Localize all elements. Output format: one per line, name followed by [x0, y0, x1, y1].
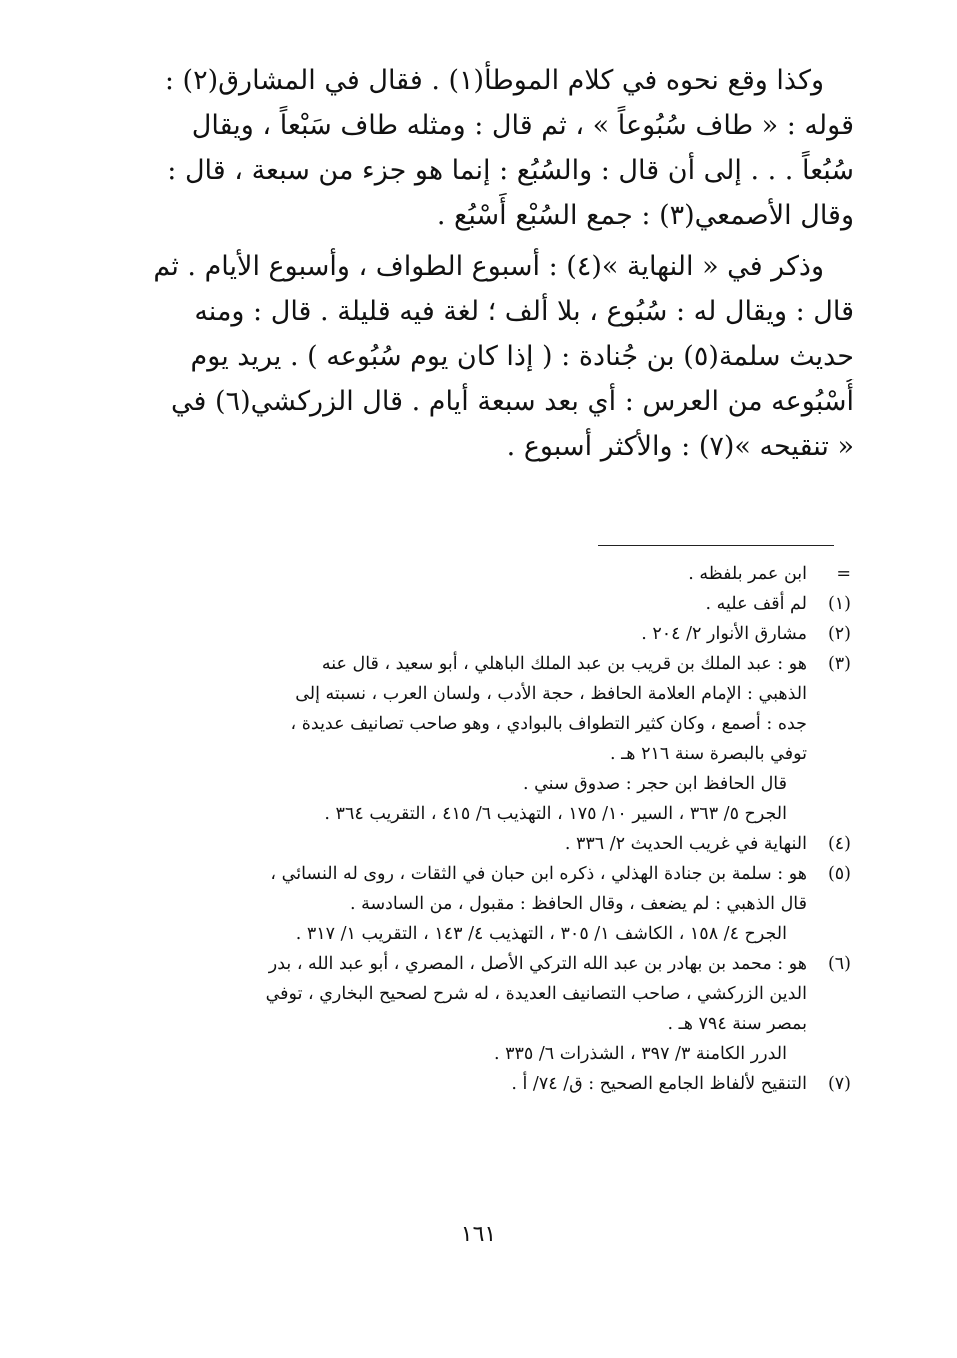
footnote [111, 859, 851, 949]
footnote-number: (٢) [827, 624, 851, 644]
main-text-line: حديث سلمة(٥) بن جُنادة : ( إذا كان يوم سُبُوعه ) . يريد يوم [190, 341, 854, 372]
footnote-text [111, 619, 807, 649]
footnote-line: الدين الزركشي ، صاحب التصانيف العديدة ، له شرح لصحيح البخاري ، توفي [265, 984, 807, 1004]
footnote-reference-line: الدرر الكامنة ٣/ ٣٩٧ ، الشذرات ٦/ ٣٣٥ . [493, 1044, 787, 1064]
footnote-number: (٧) [827, 1074, 851, 1094]
footnote [111, 949, 851, 1069]
main-text-line: قال : ويقال له : سُبُوع ، بلا ألف ؛ لغة فيه قليلة . قال : ومنه [194, 296, 854, 327]
footnote-number: (٤) [827, 834, 851, 854]
footnote-line: هو : سلمة بن جنادة الهذلي ، ذكره ابن حبان في الثقات ، روى له النسائي ، [270, 864, 807, 884]
main-text-line: « تنقيحه »(٧) : والأكثر أسبوع . [506, 431, 854, 462]
footnote-line: التنقيح لألفاظ الجامع الصحيح : ق/ ٧٤/ أ . [511, 1074, 807, 1094]
footnote-line: ابن عمر بلفظه . [688, 564, 807, 584]
footnote-line: النهاية في غريب الحديث ٢/ ٣٣٦ . [564, 834, 807, 854]
footnote-line: قال الذهبي : لم يضعف ، وقال الحافظ : مقبول ، من السادسة . [349, 894, 807, 914]
footnote [111, 619, 851, 649]
footnote-line: بمصر سنة ٧٩٤ هـ . [667, 1014, 807, 1034]
footnote-text [111, 649, 807, 829]
footnote-line: الذهبي : الإمام العلامة الحافظ ، حجة الأدب ، ولسان العرب ، نسبته إلى [295, 684, 807, 704]
footnote-number: (٣) [827, 654, 851, 674]
main-text-line: وكذا وقع نحوه في كلام الموطأ(١) . فقال في المشارق(٢) : [164, 65, 824, 96]
page-number: ١٦١ [460, 1222, 497, 1247]
footnote-reference-line: قال الحافظ ابن حجر : صدوق سني . [522, 774, 787, 794]
main-text-line: وقال الأصمعي(٣) : جمع السُبْع أَسْبُع . [436, 200, 854, 231]
footnote-line: هو : محمد بن بهادر بن عبد الله التركي الأصل ، المصري ، أبو عبد الله ، بدر [268, 954, 807, 974]
footnote-number: (٦) [827, 954, 851, 974]
main-text-line: وذكر في « النهاية »(٤) : أسبوع الطواف ، وأسبوع الأيام . ثم [153, 251, 824, 282]
footnote-text [111, 859, 807, 949]
footnote-text [111, 829, 807, 859]
footnote-reference-line: الجرح ٥/ ٣٦٣ ، السير ١٠/ ١٧٥ ، التهذيب ٦/ ٤١٥ ، التقريب ٣٦٤ . [324, 804, 787, 824]
footnote-text [111, 589, 807, 619]
footnote [111, 559, 851, 589]
footnote [111, 589, 851, 619]
footnote-line: هو : عبد الملك بن قريب بن عبد الملك الباهلي ، أبو سعيد ، قال عنه [321, 654, 807, 674]
footnote-text [111, 559, 807, 589]
footnote-number: (١) [827, 594, 851, 614]
main-text-line: قوله : « طاف سُبُوعاً » ، ثم قال : ومثله طاف سَبْعاً ، ويقال [191, 110, 854, 141]
footnote-line: مشارق الأنوار ٢/ ٢٠٤ . [641, 624, 807, 644]
footnote [111, 829, 851, 859]
footnote-line: لم أقف عليه . [705, 594, 807, 614]
footnote-text [111, 1069, 807, 1099]
main-text-line: أُسْبُوعه من العرس : أي بعد سبعة أيام . قال الزركشي(٦) في [171, 386, 854, 417]
footnote [111, 649, 851, 829]
footnote-reference-line: الجرح ٤/ ١٥٨ ، الكاشف ١/ ٣٠٥ ، التهذيب ٤/ ١٤٣ ، التقريب ١/ ٣١٧ . [295, 924, 787, 944]
main-text-line: سُبُعاً . . . إلى أن قال : والسُبُع : إنما هو جزء من سبعة ، قال : [167, 155, 854, 186]
footnote-line: توفي بالبصرة سنة ٢١٦ هـ . [610, 744, 807, 764]
footnote-separator [598, 545, 834, 546]
footnote-number: (٥) [827, 864, 851, 884]
footnote-line: جده : أصمع ، وكان كثير التطواف بالبوادي ، وهو صاحب تصانيف عديدة ، [290, 714, 807, 734]
footnote [111, 1069, 851, 1099]
footnote-text [111, 949, 807, 1069]
footnotes-section [111, 559, 851, 1099]
footnote-number: = [836, 564, 851, 584]
main-text-body [98, 58, 854, 469]
